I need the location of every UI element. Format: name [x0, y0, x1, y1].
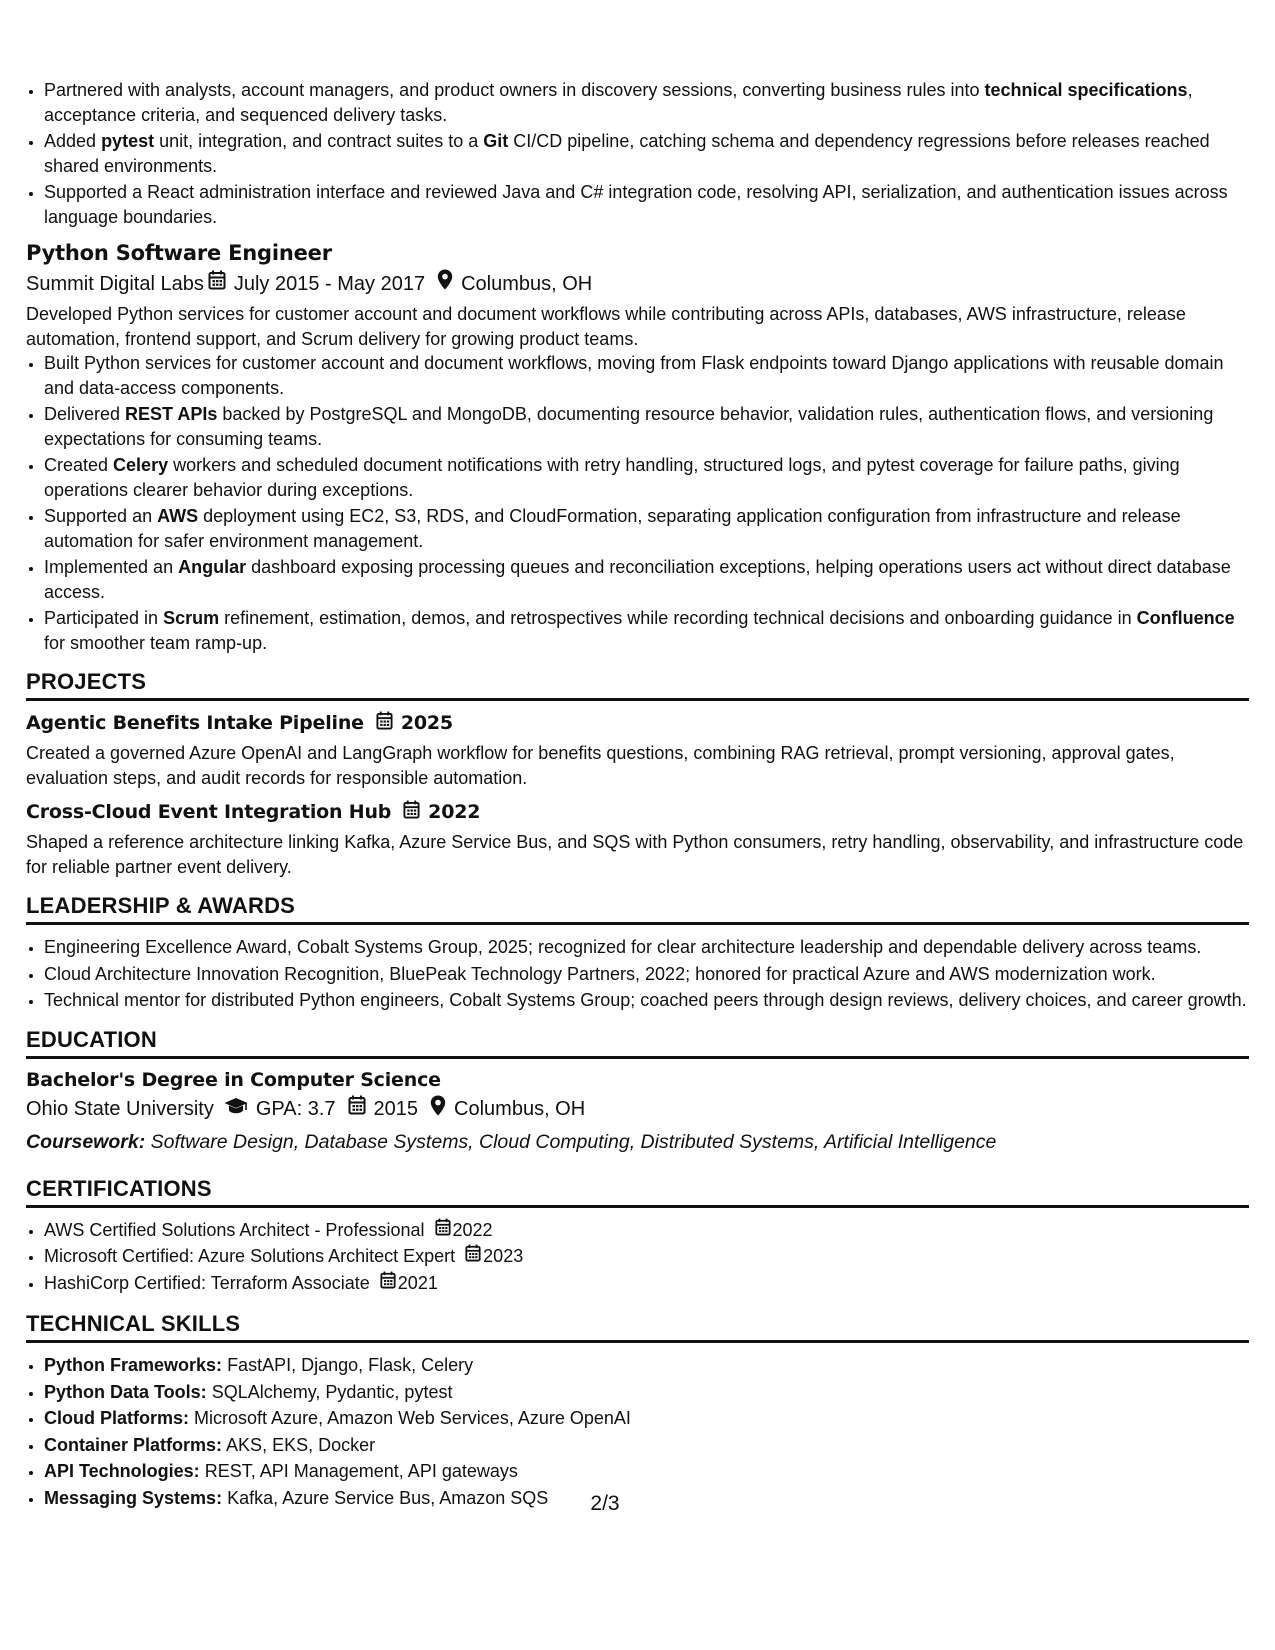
- skill-value: Microsoft Azure, Amazon Web Services, Azure OpenAI: [194, 1408, 631, 1428]
- calendar-icon: [376, 711, 393, 735]
- list-item: • Engineering Excellence Award, Cobalt Systems Group, 2025; recognized for clear architecture leadership and dependable delivery across teams.: [44, 935, 1249, 960]
- certifications-header: CERTIFICATIONS: [26, 1176, 1249, 1208]
- coursework: [26, 1128, 1249, 1156]
- list-item: • Implemented an Angular dashboard exposing processing queues and reconciliation exceptions, helping operations users act without direct database access.: [44, 555, 1249, 604]
- skill-value: REST, API Management, API gateways: [204, 1461, 518, 1481]
- coursework-list: Software Design, Database Systems, Cloud Computing, Distributed Systems, Artificial Intelligence: [150, 1130, 997, 1153]
- skills-list: [26, 1353, 1249, 1510]
- education-header: EDUCATION: [26, 1027, 1249, 1059]
- project-description: Created a governed Azure OpenAI and LangGraph workflow for benefits questions, combining RAG retrieval, prompt versioning, approval gates, evaluation steps, and audit records for responsible automation.: [26, 743, 1175, 788]
- cert-year: 2021: [397, 1272, 438, 1293]
- list-item: • Delivered REST APIs backed by PostgreSQL and MongoDB, documenting resource behavior, validation rules, authentication flows, and versioning expectations for consuming teams.: [44, 402, 1249, 451]
- leadership-section: [26, 893, 1249, 1013]
- list-item: • Created Celery workers and scheduled document notifications with retry handling, structured logs, and pytest coverage for failure paths, giving operations clearer behavior during exceptions.: [44, 453, 1249, 502]
- certifications-list: [26, 1218, 1249, 1296]
- skill-value: FastAPI, Django, Flask, Celery: [227, 1355, 474, 1375]
- calendar-icon: [435, 1218, 451, 1243]
- skill-label: Cloud Platforms:: [44, 1408, 190, 1428]
- school-name: Ohio State University: [26, 1098, 214, 1120]
- job-location: Columbus, OH: [461, 272, 593, 295]
- degree-title: Bachelor's Degree in Computer Science: [26, 1068, 441, 1091]
- list-item: [44, 1271, 1249, 1296]
- skill-label: Messaging Systems:: [44, 1487, 223, 1508]
- list-item: • Added pytest unit, integration, and contract suites to a Git CI/CD pipeline, catching schema and dependency regressions before releases reached shared environments.: [44, 129, 1249, 178]
- projects-header: PROJECTS: [26, 669, 1249, 701]
- calendar-icon: [208, 270, 226, 298]
- calendar-icon: [380, 1271, 396, 1296]
- skills-section: [26, 1311, 1249, 1510]
- list-item: • Partnered with analysts, account managers, and product owners in discovery sessions, converting business rules into technical specifications, acceptance criteria, and sequenced delivery tasks.: [44, 78, 1249, 127]
- leadership-list: [26, 935, 1249, 1013]
- skill-label: Python Frameworks:: [44, 1355, 223, 1375]
- map-pin-icon: [437, 269, 453, 298]
- list-item: [44, 1433, 1249, 1458]
- intro-bullet-list: [26, 78, 1249, 229]
- list-item: [44, 1459, 1249, 1484]
- project-name: Cross-Cloud Event Integration Hub: [26, 801, 392, 823]
- list-item: [44, 1406, 1249, 1431]
- project-year: 2022: [428, 801, 481, 823]
- project-description: Shaped a reference architecture linking Kafka, Azure Service Bus, and SQS with Python consumers, retry handling, observability, and infrastructure code for reliable partner event delivery.: [26, 832, 1244, 877]
- map-pin-icon: [430, 1095, 446, 1124]
- calendar-icon: [403, 800, 420, 824]
- list-item: • Supported an AWS deployment using EC2, S3, RDS, and CloudFormation, separating application configuration from infrastructure and release automation for safer environment management.: [44, 504, 1249, 553]
- education-section: [26, 1027, 1249, 1156]
- cert-name: HashiCorp Certified: Terraform Associate: [44, 1272, 370, 1293]
- list-item: • Participated in Scrum refinement, estimation, demos, and retrospectives while recording technical decisions and onboarding guidance in Confluence for smoother team ramp-up.: [44, 606, 1249, 655]
- project-title: [26, 800, 1249, 824]
- calendar-icon: [465, 1244, 481, 1269]
- skill-value: AKS, EKS, Docker: [226, 1434, 376, 1455]
- coursework-label: Coursework:: [26, 1130, 146, 1153]
- school-location: Columbus, OH: [454, 1098, 586, 1120]
- cert-year: 2023: [483, 1246, 524, 1266]
- project-year: 2025: [400, 712, 453, 734]
- project-name: Agentic Benefits Intake Pipeline: [26, 712, 364, 734]
- job-bullet-list: [26, 351, 1249, 655]
- skills-header: TECHNICAL SKILLS: [26, 1311, 1249, 1343]
- cert-year: 2022: [452, 1219, 493, 1240]
- project-title: [26, 711, 1249, 735]
- page-number: 2/3: [590, 1492, 620, 1515]
- list-item: • Supported a React administration interface and reviewed Java and C# integration code, resolving API, serialization, and authentication issues across language boundaries.: [44, 180, 1249, 229]
- resume-page: [26, 78, 1249, 1512]
- skill-label: Python Data Tools:: [44, 1381, 207, 1402]
- job-summary: Developed Python services for customer account and document workflows while contributing across APIs, databases, AWS infrastructure, release automation, frontend support, and Scrum delivery for growing product teams.: [26, 304, 1186, 349]
- list-item: [44, 1218, 1249, 1243]
- list-item: • Cloud Architecture Innovation Recognition, BluePeak Technology Partners, 2022; honored for practical Azure and AWS modernization work.: [44, 962, 1249, 987]
- skill-value: SQLAlchemy, Pydantic, pytest: [211, 1381, 453, 1402]
- job-title: Python Software Engineer: [26, 241, 332, 265]
- skill-label: API Technologies:: [44, 1461, 200, 1481]
- leadership-header: LEADERSHIP & AWARDS: [26, 893, 1249, 925]
- list-item: [44, 1380, 1249, 1405]
- skill-value: Kafka, Azure Service Bus, Amazon SQS: [227, 1487, 549, 1508]
- projects-section: [26, 669, 1249, 879]
- list-item: • Built Python services for customer account and document workflows, moving from Flask endpoints toward Django applications with reusable domain and data-access components.: [44, 351, 1249, 400]
- list-item: • Technical mentor for distributed Python engineers, Cobalt Systems Group; coached peers through design reviews, delivery choices, and career growth.: [44, 988, 1249, 1013]
- job-company: Summit Digital Labs: [26, 272, 204, 295]
- list-item: [44, 1244, 1249, 1269]
- education-meta: [26, 1095, 1249, 1124]
- list-item: [44, 1353, 1249, 1378]
- cert-name: Microsoft Certified: Azure Solutions Architect Expert: [44, 1246, 456, 1266]
- calendar-icon: [348, 1095, 366, 1123]
- graduation-cap-icon: [224, 1095, 248, 1123]
- job-dates: July 2015 - May 2017: [233, 272, 426, 295]
- job-meta: [26, 269, 1249, 298]
- certifications-section: [26, 1176, 1249, 1296]
- gpa: GPA: 3.7: [255, 1098, 336, 1120]
- cert-name: AWS Certified Solutions Architect - Professional: [44, 1219, 425, 1240]
- graduation-year: 2015: [373, 1098, 419, 1120]
- skill-label: Container Platforms:: [44, 1434, 223, 1455]
